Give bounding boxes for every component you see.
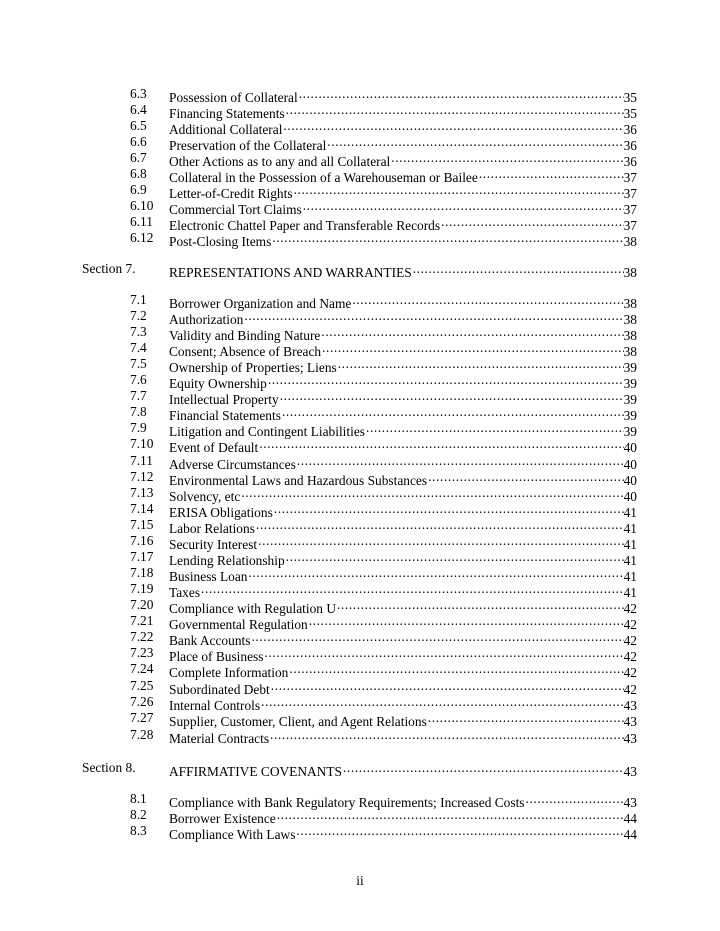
toc-page: 43 (623, 714, 637, 729)
toc-row[interactable] (0, 372, 720, 391)
toc-title: Solvency, etc (169, 489, 241, 504)
dot-leader (413, 261, 624, 277)
toc-page: 38 (623, 344, 637, 359)
toc-row[interactable] (0, 134, 720, 153)
toc-page: 38 (623, 234, 637, 249)
toc-title: Labor Relations (169, 521, 255, 536)
toc-number: 6.4 (130, 102, 147, 117)
toc-number: 7.27 (130, 710, 154, 725)
toc-title: Governmental Regulation (169, 617, 308, 632)
dot-leader (294, 182, 624, 198)
toc-row[interactable] (0, 86, 720, 105)
toc-title: Borrower Existence (169, 811, 276, 826)
dot-leader (352, 292, 623, 308)
toc-row[interactable] (0, 807, 720, 826)
toc-number: 7.18 (130, 565, 154, 580)
toc-number: 7.1 (130, 292, 147, 307)
toc-row[interactable] (0, 214, 720, 233)
toc-page: 42 (623, 682, 637, 697)
dot-leader (286, 549, 624, 565)
toc-page: 40 (623, 440, 637, 455)
toc-number: 6.8 (130, 166, 147, 181)
toc-title: Subordinated Debt (169, 682, 270, 697)
dot-leader (322, 340, 624, 356)
toc-number: 8.1 (130, 791, 147, 806)
toc-page: 37 (623, 186, 637, 201)
dot-leader (366, 420, 624, 436)
toc-row[interactable] (0, 436, 720, 455)
toc-page: 40 (623, 473, 637, 488)
toc-row[interactable] (0, 727, 720, 746)
toc-number: 7.6 (130, 372, 147, 387)
toc-number: 6.3 (130, 86, 147, 101)
dot-leader (297, 453, 624, 469)
toc-row[interactable] (0, 549, 720, 568)
toc-row[interactable] (0, 645, 720, 664)
toc-page: 38 (623, 312, 637, 327)
toc-row[interactable] (0, 182, 720, 201)
toc-number: 7.19 (130, 581, 154, 596)
dot-leader (259, 436, 623, 452)
dot-leader (343, 760, 624, 776)
dot-leader (289, 661, 623, 677)
toc-number: 7.15 (130, 517, 154, 532)
toc-page: 35 (623, 90, 637, 105)
toc-page: 43 (623, 698, 637, 713)
toc-page: 38 (623, 265, 637, 280)
toc-page: 43 (623, 795, 637, 810)
toc-section-title: REPRESENTATIONS AND WARRANTIES (169, 265, 412, 280)
dot-leader (258, 533, 623, 549)
toc-number: 7.7 (130, 388, 147, 403)
toc-number: 7.8 (130, 404, 147, 419)
toc-page: 42 (623, 665, 637, 680)
toc-number: 7.16 (130, 533, 154, 548)
toc-page: 41 (623, 585, 637, 600)
toc-title: ERISA Obligations (169, 505, 273, 520)
toc-title: Commercial Tort Claims (169, 202, 302, 217)
toc-page: 35 (623, 106, 637, 121)
toc-title: Post-Closing Items (169, 234, 272, 249)
dot-leader (272, 230, 623, 246)
toc-number: 6.6 (130, 134, 147, 149)
toc-page: 40 (623, 457, 637, 472)
dot-leader (286, 102, 624, 118)
toc-title: Possession of Collateral (169, 90, 298, 105)
toc-page: 36 (623, 122, 637, 137)
toc-page: 41 (623, 569, 637, 584)
toc-number: 7.26 (130, 694, 154, 709)
toc-page: 37 (623, 202, 637, 217)
dot-leader (241, 485, 623, 501)
toc-row[interactable] (0, 485, 720, 504)
toc-number: 7.13 (130, 485, 154, 500)
dot-leader (299, 86, 624, 102)
toc-row[interactable] (0, 533, 720, 552)
toc-page: 44 (623, 811, 637, 826)
toc-page: 41 (623, 537, 637, 552)
toc-number: 6.9 (130, 182, 147, 197)
toc-row[interactable] (0, 308, 720, 327)
toc-number: 6.11 (130, 214, 153, 229)
toc-number: 7.23 (130, 645, 154, 660)
toc-title: Compliance with Regulation U (169, 601, 336, 616)
toc-title: Business Loan (169, 569, 248, 584)
toc-page: 42 (623, 617, 637, 632)
toc-title: Compliance with Bank Regulatory Requirements; Increased Costs (169, 795, 525, 810)
toc-row[interactable] (0, 517, 720, 536)
toc-row[interactable] (0, 694, 720, 713)
toc-number: 7.11 (130, 453, 153, 468)
toc-row[interactable] (0, 597, 720, 616)
dot-leader (428, 710, 624, 726)
toc-number: 7.12 (130, 469, 154, 484)
toc-title: Taxes (169, 585, 201, 600)
toc-number: 7.9 (130, 420, 147, 435)
toc-title: Adverse Circumstances (169, 457, 296, 472)
toc-row[interactable] (0, 404, 720, 423)
toc-page: 42 (623, 601, 637, 616)
toc-row[interactable] (0, 823, 720, 842)
dot-leader (338, 356, 624, 372)
toc-number: 7.4 (130, 340, 147, 355)
toc-section-number: Section 7. (82, 261, 136, 276)
toc-section-row[interactable] (0, 261, 720, 280)
toc-title: Financing Statements (169, 106, 285, 121)
toc-page: 36 (623, 138, 637, 153)
toc-section-row[interactable] (0, 760, 720, 779)
toc-page: 40 (623, 489, 637, 504)
toc-row[interactable] (0, 230, 720, 249)
toc-number: 7.14 (130, 501, 154, 516)
toc-title: Compliance With Laws (169, 827, 296, 842)
dot-leader (268, 372, 624, 388)
toc-page: 41 (623, 553, 637, 568)
toc-page: 39 (623, 360, 637, 375)
toc-title: Litigation and Contingent Liabilities (169, 424, 365, 439)
dot-leader (391, 150, 623, 166)
toc-number: 7.28 (130, 727, 154, 742)
toc-number: 6.5 (130, 118, 147, 133)
dot-leader (251, 629, 623, 645)
toc-title: Lending Relationship (169, 553, 285, 568)
toc-page: 42 (623, 649, 637, 664)
toc-title: Consent; Absence of Breach (169, 344, 322, 359)
toc-row[interactable] (0, 118, 720, 137)
toc-title: Equity Ownership (169, 376, 267, 391)
toc-row[interactable] (0, 292, 720, 311)
toc-title: Financial Statements (169, 408, 281, 423)
dot-leader (271, 678, 624, 694)
toc-row[interactable] (0, 420, 720, 439)
toc-number: 8.2 (130, 807, 147, 822)
toc-page: 37 (623, 170, 637, 185)
toc-title: Event of Default (169, 440, 259, 455)
toc-row[interactable] (0, 581, 720, 600)
toc-number: 7.2 (130, 308, 147, 323)
toc-title: Electronic Chattel Paper and Transferable Records (169, 218, 441, 233)
toc-title: Collateral in the Possession of a Warehouseman or Bailee (169, 170, 478, 185)
toc-row[interactable] (0, 453, 720, 472)
toc-row[interactable] (0, 710, 720, 729)
toc-page: 39 (623, 376, 637, 391)
toc-section-title: AFFIRMATIVE COVENANTS (169, 764, 342, 779)
toc-row[interactable] (0, 565, 720, 584)
toc-title: Letter-of-Credit Rights (169, 186, 293, 201)
toc-page: 41 (623, 505, 637, 520)
toc-section-number: Section 8. (82, 760, 136, 775)
toc-number: 8.3 (130, 823, 147, 838)
toc-row[interactable] (0, 166, 720, 185)
dot-leader (274, 501, 624, 517)
dot-leader (309, 613, 624, 629)
toc-page: 44 (623, 827, 637, 842)
dot-leader (283, 118, 623, 134)
dot-leader (296, 823, 623, 839)
toc-page: 43 (623, 764, 637, 779)
dot-leader (479, 166, 624, 182)
toc-row[interactable] (0, 102, 720, 121)
toc-row[interactable] (0, 469, 720, 488)
toc-title: Supplier, Customer, Client, and Agent Relations (169, 714, 427, 729)
toc-row[interactable] (0, 198, 720, 217)
toc-title: Validity and Binding Nature (169, 328, 321, 343)
toc-row[interactable] (0, 501, 720, 520)
toc-row[interactable] (0, 629, 720, 648)
toc-title: Environmental Laws and Hazardous Substances (169, 473, 428, 488)
toc-title: Security Interest (169, 537, 258, 552)
toc-page: 42 (623, 633, 637, 648)
dot-leader (277, 807, 624, 823)
toc-page: 41 (623, 521, 637, 536)
dot-leader (201, 581, 624, 597)
toc-number: 7.25 (130, 678, 154, 693)
dot-leader (337, 597, 624, 613)
toc-page: 39 (623, 408, 637, 423)
toc-number: 6.7 (130, 150, 147, 165)
toc-number: 6.10 (130, 198, 154, 213)
page-number-footer: ii (356, 873, 364, 888)
toc-title: Material Contracts (169, 731, 270, 746)
dot-leader (248, 565, 623, 581)
toc-row[interactable] (0, 678, 720, 697)
toc-number: 7.24 (130, 661, 154, 676)
toc-number: 7.3 (130, 324, 147, 339)
dot-leader (303, 198, 624, 214)
toc-title: Intellectual Property (169, 392, 279, 407)
toc-row[interactable] (0, 356, 720, 375)
toc-number: 6.12 (130, 230, 154, 245)
toc-number: 7.21 (130, 613, 154, 628)
toc-page: 36 (623, 154, 637, 169)
toc-page: 39 (623, 424, 637, 439)
toc-title: Additional Collateral (169, 122, 283, 137)
dot-leader (270, 727, 624, 743)
dot-leader (526, 791, 624, 807)
dot-leader (282, 404, 624, 420)
dot-leader (428, 469, 624, 485)
toc-row[interactable] (0, 791, 720, 810)
toc-number: 7.5 (130, 356, 147, 371)
toc-title: Borrower Organization and Name (169, 296, 352, 311)
toc-row[interactable] (0, 661, 720, 680)
toc-number: 7.20 (130, 597, 154, 612)
toc-title: Complete Information (169, 665, 289, 680)
toc-page: 43 (623, 731, 637, 746)
toc-number: 7.17 (130, 549, 154, 564)
toc-title: Internal Controls (169, 698, 261, 713)
toc-number: 7.22 (130, 629, 154, 644)
toc-title: Other Actions as to any and all Collateral (169, 154, 391, 169)
toc-title: Authorization (169, 312, 244, 327)
toc-title: Preservation of the Collateral (169, 138, 327, 153)
toc-row[interactable] (0, 340, 720, 359)
toc-title: Ownership of Properties; Liens (169, 360, 337, 375)
dot-leader (264, 645, 623, 661)
dot-leader (327, 134, 623, 150)
toc-title: Bank Accounts (169, 633, 251, 648)
toc-row[interactable] (0, 388, 720, 407)
dot-leader (441, 214, 624, 230)
dot-leader (261, 694, 623, 710)
toc-page: 38 (623, 296, 637, 311)
dot-leader (244, 308, 623, 324)
toc-row[interactable] (0, 613, 720, 632)
dot-leader (256, 517, 624, 533)
toc-row[interactable] (0, 150, 720, 169)
toc-title: Place of Business (169, 649, 264, 664)
dot-leader (280, 388, 624, 404)
toc-number: 7.10 (130, 436, 154, 451)
dot-leader (321, 324, 623, 340)
toc-page: 38 (623, 328, 637, 343)
toc-page: 37 (623, 218, 637, 233)
toc-row[interactable] (0, 324, 720, 343)
toc-page: 39 (623, 392, 637, 407)
